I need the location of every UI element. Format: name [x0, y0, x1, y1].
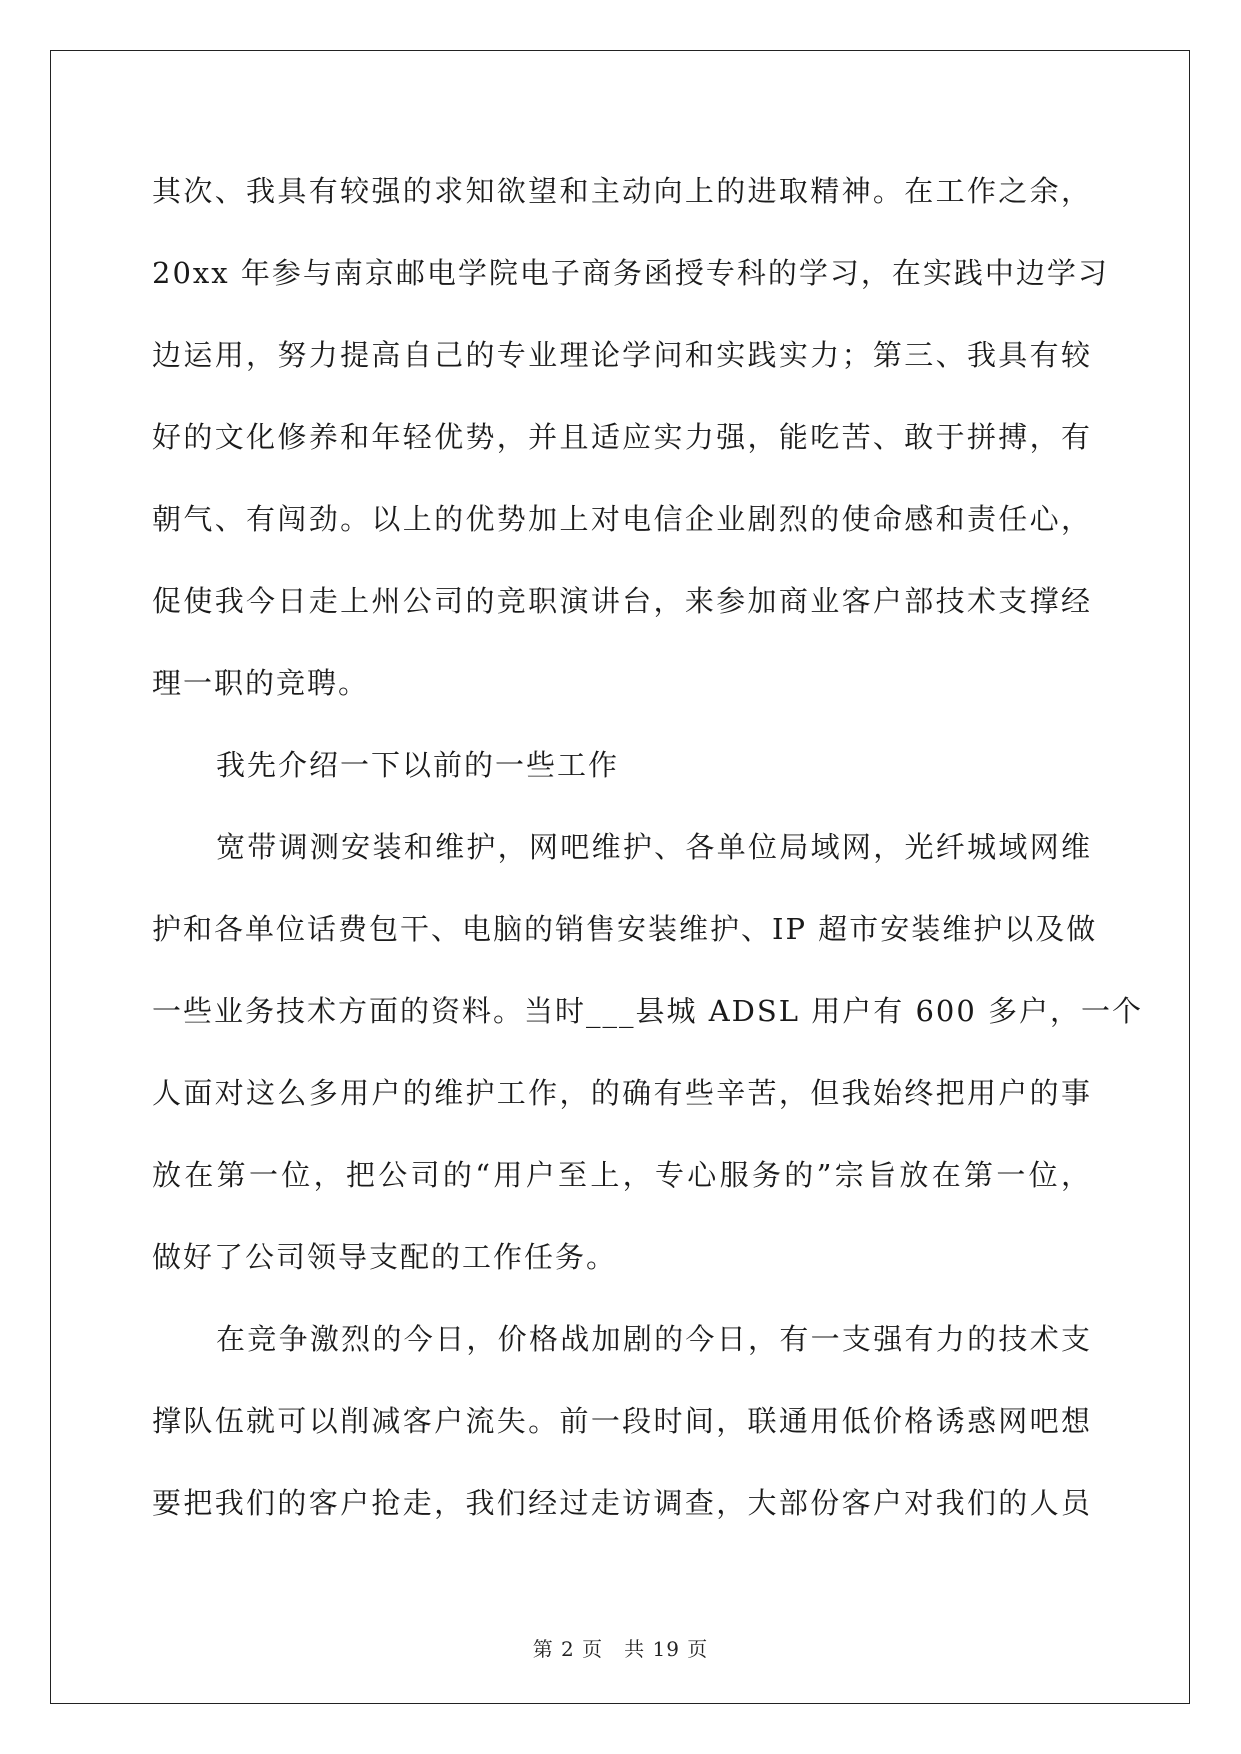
text-line: 朝气、有闯劲。以上的优势加上对电信企业剧烈的使命感和责任心， [152, 502, 1092, 536]
text-line: 护和各单位话费包干、电脑的销售安装维护、IP 超市安装维护以及做 [152, 912, 1098, 946]
text-line: 宽带调测安装和维护，网吧维护、各单位局域网，光纤城域网维 [216, 830, 1092, 864]
text-line: 人面对这么多用户的维护工作，的确有些辛苦，但我始终把用户的事 [152, 1076, 1092, 1110]
document-body [152, 150, 1144, 1544]
text-line: 撑队伍就可以削减客户流失。前一段时间，联通用低价格诱惑网吧想 [152, 1404, 1092, 1438]
text-line: 20xx 年参与南京邮电学院电子商务函授专科的学习，在实践中边学习 [152, 256, 1109, 290]
text-line: 边运用，努力提高自己的专业理论学问和实践实力；第三、我具有较 [152, 338, 1092, 372]
text-line: 好的文化修养和年轻优势，并且适应实力强，能吃苦、敢于拼搏，有 [152, 420, 1092, 454]
text-line: 放在第一位，把公司的“用户至上，专心服务的”宗旨放在第一位， [152, 1158, 1092, 1192]
text-line: 我先介绍一下以前的一些工作 [216, 748, 620, 782]
page-footer: 第 2 页 共 19 页 [532, 1637, 709, 1661]
text-line: 做好了公司领导支配的工作任务。 [152, 1240, 618, 1274]
text-line: 促使我今日走上州公司的竞职演讲台，来参加商业客户部技术支撑经 [152, 584, 1092, 618]
text-line: 在竞争激烈的今日，价格战加剧的今日，有一支强有力的技术支 [216, 1322, 1092, 1356]
text-line: 一些业务技术方面的资料。当时___县城 ADSL 用户有 600 多户，一个 [152, 994, 1144, 1028]
text-line: 理一职的竞聘。 [152, 666, 370, 700]
text-line: 要把我们的客户抢走，我们经过走访调查，大部份客户对我们的人员 [152, 1486, 1092, 1520]
text-line: 其次、我具有较强的求知欲望和主动向上的进取精神。在工作之余， [152, 174, 1092, 208]
